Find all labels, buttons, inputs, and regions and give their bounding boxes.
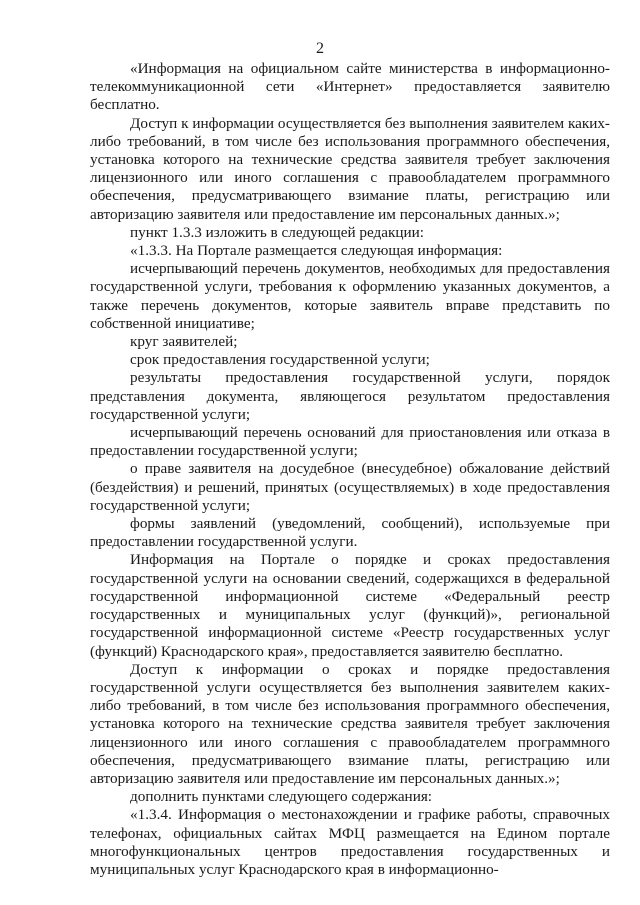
paragraph: Информация на Портале о порядке и сроках предоставления государственной услуги на основании сведений, содержащихся в федеральной государственной информационной системе «Федеральный реестр государственных и муниципальных услуг (функций)», региональной государственной информационной системе «Реестр государственных услуг (функций) Краснодарского края», предоставляется заявителю бесплатно. <box>90 551 610 660</box>
paragraph: «1.3.3. На Портале размещается следующая информация: <box>130 242 503 260</box>
paragraph: «1.3.4. Информация о местонахождении и графике работы, справочных телефонах, официальных сайтах МФЦ размещается на Едином портале многофункциональных центров предоставления государственных и муниципальных услуг Краснодарского края в информационно- <box>90 806 610 878</box>
paragraph: исчерпывающий перечень оснований для приостановления или отказа в предоставлении государственной услуги; <box>90 424 610 460</box>
paragraph: пункт 1.3.3 изложить в следующей редакции: <box>130 223 424 241</box>
paragraph: Доступ к информации о сроках и порядке предоставления государственной услуги осуществляется без выполнения заявителем каких-либо требований, в том числе без использования программного обеспечения, установка которого на технические средства заявителя требует заключения лицензионного или иного соглашения с правообладателем программного обеспечения, предусматривающего взимание платы, регистрацию или авторизацию заявителя или предоставление им персональных данных.»; <box>90 660 610 787</box>
paragraph: дополнить пунктами следующего содержания: <box>130 788 433 806</box>
paragraph: срок предоставления государственной услуги; <box>130 351 430 369</box>
paragraph: Доступ к информации осуществляется без выполнения заявителем каких-либо требований, в том числе без использования программного обеспечения, установка которого на технические средства заявителя требует заключения лицензионного или иного соглашения с правообладателем программного обеспечения, предусматривающего взимание платы, регистрацию или авторизацию заявителя или предоставление им персональных данных.»; <box>90 114 610 223</box>
paragraph: исчерпывающий перечень документов, необходимых для предоставления государственной услуги, требования к оформлению указанных документов, а также перечень документов, которые заявитель вправе представить по собственной инициативе; <box>90 260 610 332</box>
paragraph: формы заявлений (уведомлений, сообщений), используемые при предоставлении государственной услуги. <box>90 515 610 551</box>
paragraph: «Информация на официальном сайте министерства в информационно-телекоммуникационной сети «Интернет» предоставляется заявителю бесплатно. <box>90 60 610 114</box>
paragraph: результаты предоставления государственной услуги, порядок представления документа, являющегося результатом предоставления государственной услуги; <box>90 369 610 423</box>
paragraph: о праве заявителя на досудебное (внесудебное) обжалование действий (бездействия) и решений, принятых (осуществляемых) в ходе предоставления государственной услуги; <box>90 460 610 514</box>
page-number: 2 <box>316 40 324 57</box>
document-body <box>90 60 610 879</box>
paragraph: круг заявителей; <box>130 333 238 351</box>
